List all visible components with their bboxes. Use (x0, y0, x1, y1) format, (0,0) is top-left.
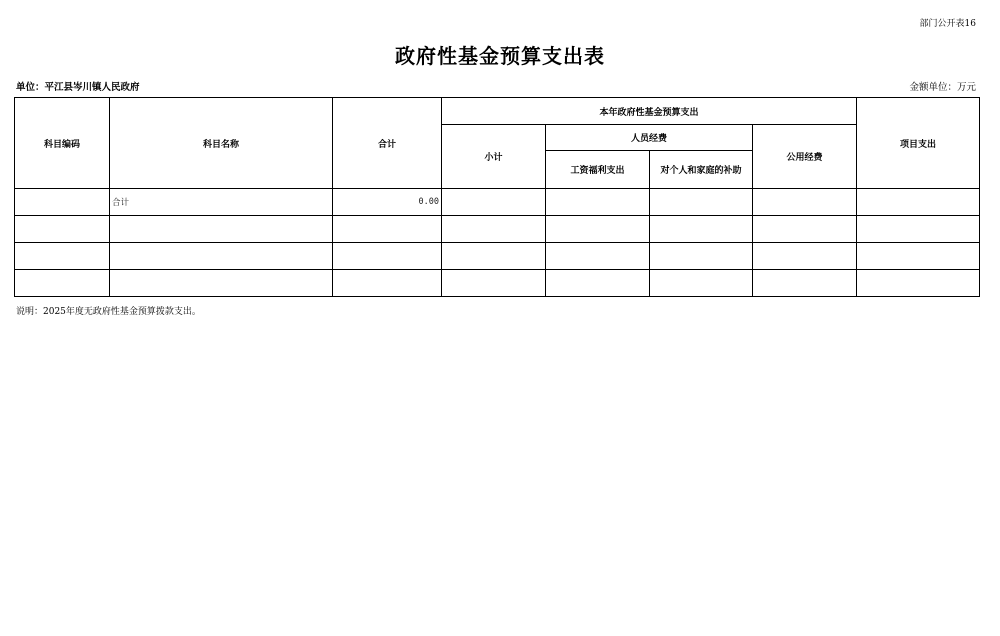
cell-project-expense (857, 270, 980, 297)
cell-total (333, 270, 442, 297)
header-subject-name: 科目名称 (110, 98, 333, 189)
cell-total (333, 216, 442, 243)
page-title: 政府性基金预算支出表 (395, 44, 605, 68)
table-row (15, 189, 980, 216)
cell-individual-family-subsidy (650, 243, 753, 270)
cell-salary-welfare (546, 216, 650, 243)
cell-individual-family-subsidy (650, 270, 753, 297)
cell-individual-family-subsidy (650, 216, 753, 243)
header-public-expense: 公用经费 (753, 125, 857, 189)
organization-unit: 单位：平江县岑川镇人民政府 (16, 82, 140, 93)
cell-public-expense (753, 243, 857, 270)
cell-public-expense (753, 189, 857, 216)
header-project-expense: 项目支出 (857, 98, 980, 189)
budget-expenditure-table (14, 97, 980, 297)
header-subject-code: 科目编码 (15, 98, 110, 189)
cell-name (110, 243, 333, 270)
explanatory-note: 说明：2025年度无政府性基金预算拨款支出。 (16, 307, 201, 317)
table-row (15, 216, 980, 243)
table-row (15, 243, 980, 270)
table-row (15, 270, 980, 297)
cell-subtotal (442, 243, 546, 270)
cell-subtotal (442, 189, 546, 216)
header-subtotal: 小计 (442, 125, 546, 189)
cell-code (15, 189, 110, 216)
cell-total: 0.00 (333, 189, 442, 216)
header-current-year-expenditure: 本年政府性基金预算支出 (442, 98, 857, 125)
cell-salary-welfare (546, 189, 650, 216)
cell-code (15, 243, 110, 270)
cell-salary-welfare (546, 270, 650, 297)
header-personnel-expense: 人员经费 (546, 125, 753, 151)
cell-code (15, 270, 110, 297)
cell-subtotal (442, 216, 546, 243)
amount-unit: 金额单位：万元 (909, 82, 976, 93)
cell-name (110, 216, 333, 243)
cell-subtotal (442, 270, 546, 297)
cell-public-expense (753, 216, 857, 243)
cell-salary-welfare (546, 243, 650, 270)
cell-name: 合计 (110, 189, 333, 216)
cell-name (110, 270, 333, 297)
cell-individual-family-subsidy (650, 189, 753, 216)
cell-public-expense (753, 270, 857, 297)
header-salary-welfare: 工资福利支出 (546, 151, 650, 189)
cell-project-expense (857, 216, 980, 243)
cell-project-expense (857, 243, 980, 270)
header-individual-family-subsidy: 对个人和家庭的补助 (650, 151, 753, 189)
cell-total (333, 243, 442, 270)
table-number-label: 部门公开表16 (919, 19, 976, 29)
header-total: 合计 (333, 98, 442, 189)
cell-code (15, 216, 110, 243)
cell-project-expense (857, 189, 980, 216)
